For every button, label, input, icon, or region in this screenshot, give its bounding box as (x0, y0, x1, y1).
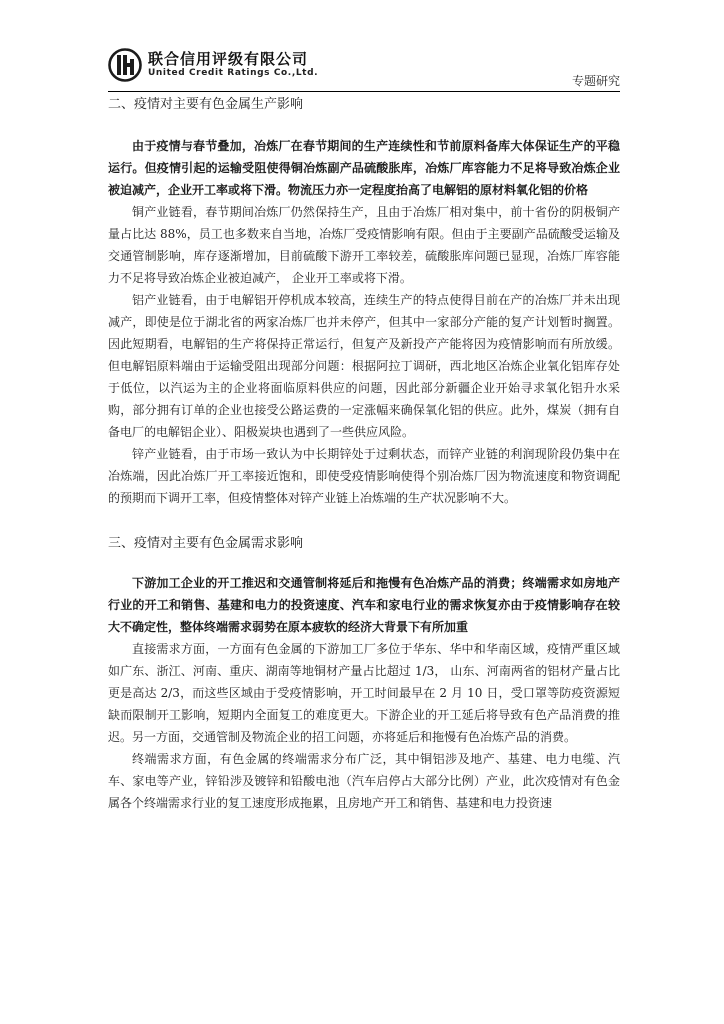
section-title-demand: 三、疫情对主要有色金属需求影响 (108, 536, 304, 551)
paragraph-copper: 铜产业链看，春节期间冶炼厂仍然保持生产，且由于冶炼厂相对集中，前十省份的阴极铜产量占比达 88%，员工也多数来自当地，冶炼厂受疫情影响有限。但由于主要副产品硫酸受运输及交通管制影响，库存逐渐增加，目前硫酸下游开工率较差，硫酸胀库问题已显现，冶炼厂库容能力不足将导致冶炼企业被迫减产， 企业开工率或将下滑。 (108, 205, 620, 285)
company-name-cn: 联合信用评级有限公司 (148, 50, 309, 68)
page-header (108, 38, 620, 90)
paragraph-direct-demand: 直接需求方面，一方面有色金属的下游加工厂多位于华东、华中和华南区域，疫情严重区域如广东、浙江、河南、重庆、湖南等地铜材产量占比超过 1/3， 山东、河南两省的铝材产量占比更是高达 2/3，而这些区域由于受疫情影响，开工时间最早在 2 月 10 日，受口罩等防疫资源短缺而限制开工影响，短期内全面复工的难度更大。下游企业的开工延后将导致有色产品消费的推迟。另一方面，交通管制及物流企业的招工问题，亦将延后和拖慢有色冶炼产品的消费。 (108, 642, 620, 744)
company-name-en: United Credit Ratings Co.,Ltd. (148, 68, 319, 78)
paragraph-end-demand: 终端需求方面，有色金属的终端需求分布广泛，其中铜铝涉及地产、基建、电力电缆、汽车、家电等产业，锌铅涉及镀锌和铅酸电池（汽车启停占大部分比例）产业，此次疫情对有色金属各个终端需求行业的复工速度形成拖累，且房地产开工和销售、基建和电力投资速 (108, 752, 620, 810)
paragraph-aluminum: 铝产业链看，由于电解铝开停机成本较高，连续生产的特点使得目前在产的冶炼厂并未出现减产，即使是位于湖北省的两家冶炼厂也并未停产，但其中一家部分产能的复产计划暂时搁置。因此短期看，电解铝的生产将保持正常运行，但复产及新投产产能将因为疫情影响而有所放缓。但电解铝原料端由于运输受阻出现部分问题：根据阿拉丁调研，西北地区冶炼企业氧化铝库存处于低位，以汽运为主的企业将面临原料供应的问题，因此部分新疆企业开始寻求氧化铝升水采购，部分拥有订单的企业也接受公路运费的一定涨幅来确保氧化铝的供应。此外，煤炭（拥有自备电厂的电解铝企业）、阳极炭块也遇到了一些供应风险。 (108, 293, 620, 439)
section-lead-demand: 下游加工企业的开工推迟和交通管制将延后和拖慢有色冶炼产品的消费；终端需求如房地产行业的开工和销售、基建和电力的投资速度、汽车和家电行业的需求恢复亦由于疫情影响存在较大不确定性，整体终端需求弱势在原本疲软的经济大背景下有所加重 (108, 576, 620, 634)
document-body (108, 92, 620, 814)
section-title-production: 二、疫情对主要有色金属生产影响 (108, 97, 304, 112)
section-lead-production: 由于疫情与春节叠加，冶炼厂在春节期间的生产连续性和节前原料备库大体保证生产的平稳运行。但疫情引起的运输受阻使得铜冶炼副产品硫酸胀库，冶炼厂库容能力不足将导致冶炼企业被迫减产，企业开工率或将下滑。物流压力亦一定程度抬高了电解铝的原材料氧化铝的价格 (108, 139, 620, 197)
document-type-label: 专题研究 (571, 74, 620, 88)
paragraph-zinc: 锌产业链看，由于市场一致认为中长期锌处于过剩状态，而锌产业链的利润现阶段仍集中在冶炼端，因此冶炼厂开工率接近饱和，即使受疫情影响使得个别冶炼厂因为物流速度和物资调配的预期而下调开工率，但疫情整体对锌产业链上冶炼端的生产状况影响不大。 (108, 447, 620, 505)
company-logo-icon (108, 48, 142, 82)
